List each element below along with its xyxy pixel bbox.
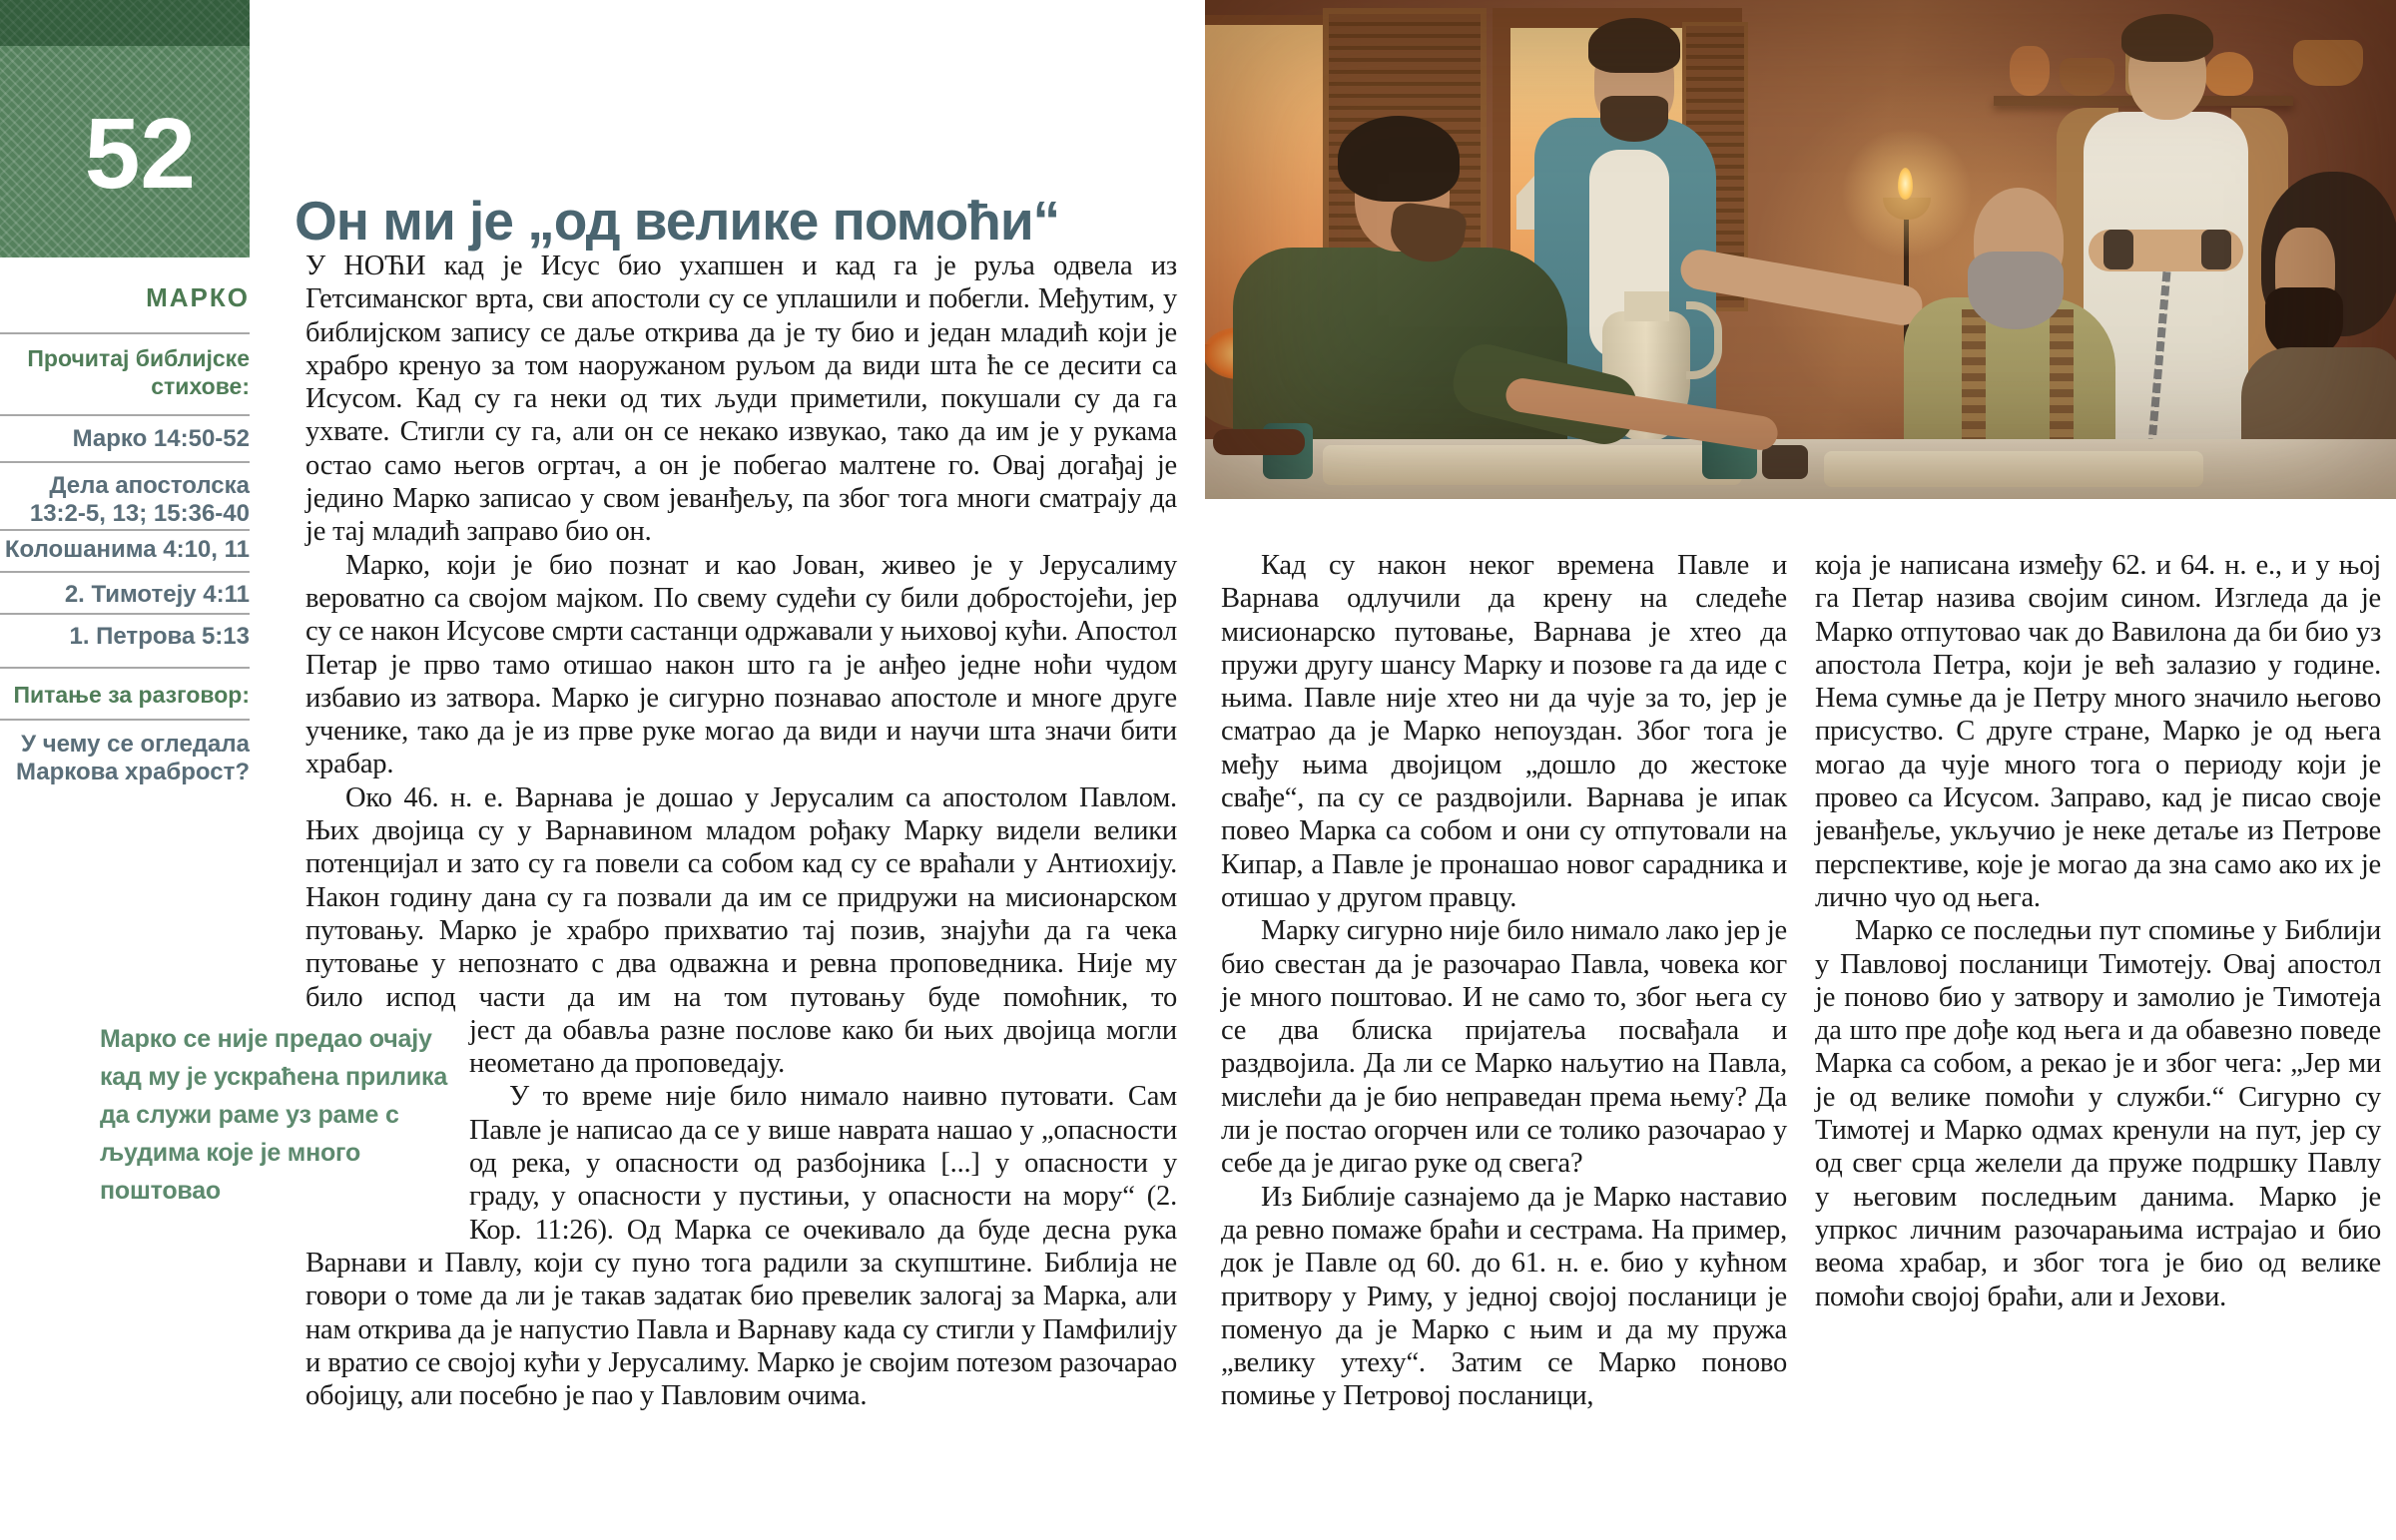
illustration-vignette <box>1205 0 2396 499</box>
paragraph-6: Марку сигурно није било нимало лако јер је био свестан да је разочарао Павла, човека ког је много поштовао. И не само то, због њега су се два блиска пријатеља посвађала и раздвојила. Да ли се Марко наљутио на Павла, мислећи да је био неправедан према њему? Да ли је постао огорчен или се толико разочарао у себе да је дигао руке од свега? <box>1221 915 1787 1180</box>
quote-wrap-zone <box>100 1014 1177 1413</box>
paragraph-1: У НОЋИ кад је Исус био ухапшен и кад га је руља одвела из Гетсиманског врта, сви апостоли су се уплашили и побегли. Међутим, у библијском запису се даље открива да је ту био и један младић који је храбро кренуо за том наоружаном руљом да види шта ће се десити са Исусом. Кад су га неки од тих људи приметили, покушали су да га ухвате. Стигли су га, али он се некако извукао, тако да им је у рукама остао само његов огртач, а он је побегао малтене го. Овај догађај је једино Марко записао у свом јеванђељу, па због тога многи сматрају да је тај младић заправо био он. <box>305 251 1177 548</box>
sidebar-ref-peter[interactable]: 1. Петрова 5:13 <box>69 623 250 650</box>
sidebar-heading-discussion-question: Питање за разговор: <box>13 682 250 708</box>
paragraph-3-continued: јест да обавља разне послове како би њих двојица могли неометано да проповедају. <box>469 1014 1177 1080</box>
sidebar-ref-acts[interactable]: Дела апостолска 13:2-5, 13; 15:36-40 <box>29 472 250 527</box>
sidebar-divider <box>0 461 250 463</box>
article-column-middle <box>1221 549 1787 1413</box>
sidebar-divider <box>0 571 250 573</box>
sidebar-divider <box>0 719 250 721</box>
paragraph-7-continued: која је написана између 62. и 64. н. е., и у њој га Петар назива својим сином. Изгледа да је Марко отпутовао чак до Вавилона да би био уз апостола Петра, који је већ залазио у године. Нема сумње да је Петру много значило његово присуство. С друге стране, Марко је од њега могао да чује много тога о периоду који је провео са Исусом. Заправо, кад је писао своје јеванђеље, укључио је неке детаље из Петрове перспективе, које је могао да зна само ако их је лично чуо од њега. <box>1815 550 2381 913</box>
paragraph-2: Марко, који је био познат и као Јован, живео је у Јерусалиму вероватно са својом мајком. По свему судећи су били добростојећи, јер су се након Исусове смрти састанци одржавали у њиховој кући. Апостол Петар је прво тамо отишао након што га је анђео једне ноћи чудом избавио из затвора. Марко је сигурно познавао апостоле и многе друге ученике, тако да је из прве руке могао да види и научи шта значи бити храбар. <box>305 549 1177 780</box>
sidebar-divider <box>0 613 250 615</box>
sidebar-heading-read-verses: Прочитај библијске стихове: <box>27 345 250 399</box>
sidebar-divider <box>0 667 250 669</box>
sidebar-divider <box>0 332 250 334</box>
chapter-number-box <box>0 0 250 257</box>
sidebar-ref-mark[interactable]: Марко 14:50-52 <box>72 425 250 452</box>
article-title: Он ми је „од велике помоћи“ <box>295 189 1060 252</box>
pull-quote: Марко се није предао очају кад му је ускраћена прилика да служи раме уз раме с људима које је много поштовао <box>100 1024 448 1205</box>
paragraph-4: У то време није било нимало наивно путовати. Сам Павле је написао да се у више наврата нашао у „опасности од река, у опасности од разбојника [...] у опасности у граду, у опасности у пустињи, у опасности на мору“ (2. Кор. 11:26). Од Марка се очекивало да буде десна рука Варнави и Павлу, који су пуно тога радили за скупштине. Библија не говори о томе да ли је такав задатак био превелик залогај за Марка, али нам открива да је напустио Павла и Варнаву када су стигли у Памфилију и вратио се својој кући у Јерусалиму. Марко је својим потезом разочарао обојицу, али посебно је пао у Павловим очима. <box>305 1081 1177 1412</box>
sidebar-divider <box>0 529 250 531</box>
sidebar-question-text: У чему се огледала Маркова храброст? <box>15 731 250 785</box>
illustration <box>1205 0 2396 499</box>
paragraph-5: Кад су након неког времена Павле и Варнава одлучили да крену на следеће мисионарско путовање, Варнава је хтео да пружи другу шансу Марку и позове га да иде с њима. Павле није хтео ни да чује за то, јер је сматрао да је Марко непоуздан. Због тога је међу њима двојицом „дошло до жестоке свађе“, па су се раздвојили. Варнава је ипак повео Марка са собом и они су отпутовали на Кипар, а Павле је пронашао новог сарадника и отишао у другом правцу. <box>1221 550 1787 913</box>
paragraph-8: Марко се последњи пут спомиње у Библији у Павловој посланици Тимотеју. Овај апостол је поново био у затвору и замолио је Тимотеја да што пре дође код њега и да обавезно поведе Марка са собом, а рекао је и због чега: „Јер ми је од велике помоћи у служби.“ Сигурно су Тимотеј и Марко одмах кренули на пут, јер су од свег срца желели да пруже подршку Павлу у његовим последњим данима. Марко је упркос личним разочарањима истрајао и био веома храбар, и због тога је био од велике помоћи својој браћи, али и Јехови. <box>1815 915 2381 1312</box>
article-column-right <box>1815 549 2381 1313</box>
chapter-number: 52 <box>84 98 196 210</box>
sidebar-ref-timothy[interactable]: 2. Тимотеју 4:11 <box>64 581 250 608</box>
sidebar-ref-colossians[interactable]: Колошанима 4:10, 11 <box>4 536 250 563</box>
paragraph-3: Око 46. н. е. Варнава је дошао у Јерусалим са апостолом Павлом. Њих двојица су у Варнавином младом рођаку Марку видели велики потенцијал и зато су га повели са собом кад су се враћали у Антиохију. Након годину дана су га позвали да им се придружи на мисионарском путовању. Марко је храбро прихватио тај позив, знајући да га чека путовање у непознато с два одважна и ревна проповедника. Није му било испод части да им на том путовању буде помоћник, то <box>305 781 1177 1013</box>
paragraph-7: Из Библије сазнајемо да је Марко наставио да ревно помаже браћи и сестрама. На пример, док је Павле од 60. до 61. н. е. био у кућном притвору у Риму, у једној својој посланици је поменуо да је Марко с њим и да му пружа „велику утеху“. Затим се Марко поново помиње у Петровој посланици, <box>1221 1181 1787 1412</box>
chapter-box-top-strip <box>0 0 250 46</box>
book-title: МАРКО <box>146 282 250 312</box>
sidebar-divider <box>0 414 250 416</box>
sidebar <box>0 0 250 1540</box>
